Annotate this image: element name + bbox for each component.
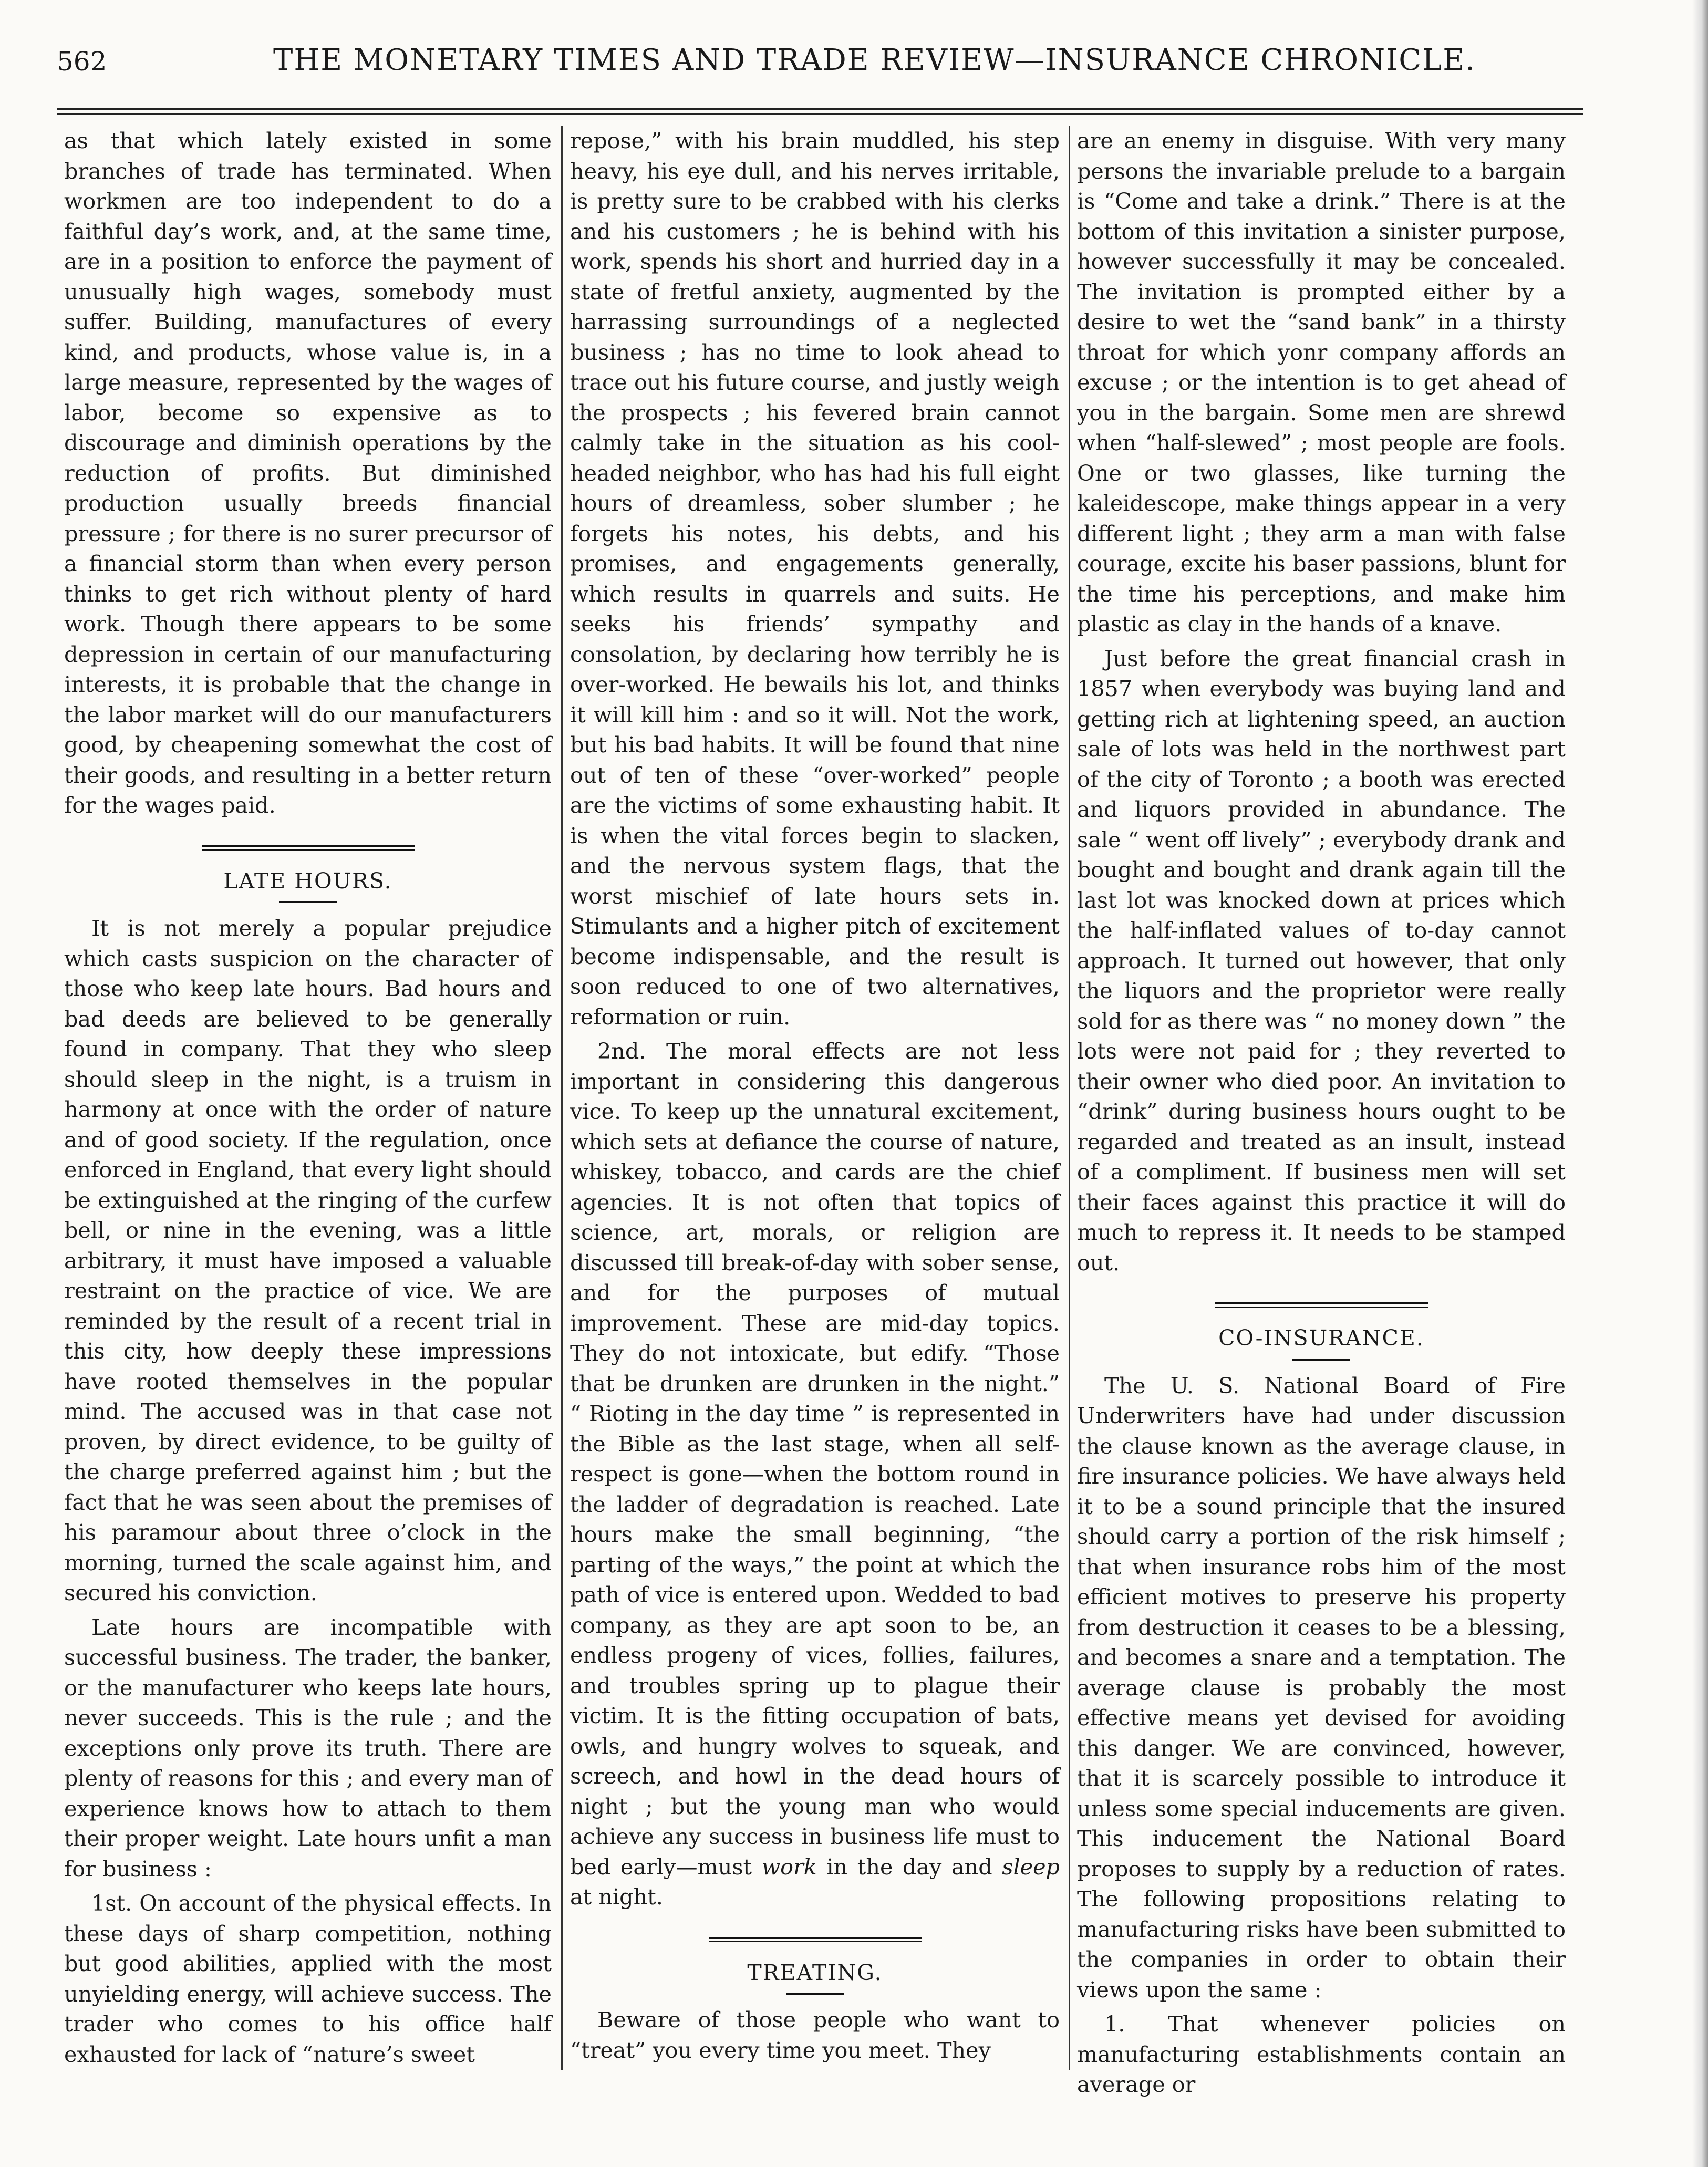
column-3 (1077, 126, 1566, 2100)
column-1 (64, 126, 552, 2070)
italic-word-sleep: sleep (1002, 1854, 1060, 1880)
section-heading-late-hours: LATE HOURS. (223, 868, 392, 894)
article-paragraph: Beware of those people who want to “treat” you every time you meet. They (570, 2007, 1060, 2063)
article-paragraph: The U. S. National Board of Fire Underwriters have had under discussion the clause known as the average clause, in fire insurance policies. We have always held it to be a sound principle that the insured should carry a portion of the risk himself ; that when insurance robs him of the most efficient motives to preserve his property from destruction it ceases to be a blessing, and becomes a snare and a temptation. The average clause is probably the most effective means yet devised for avoiding this danger. We are convinced, however, that it is scarcely possible to introduce it unless some special inducements are given. This inducement the National Board proposes to supply by a reduction of rates. The following propositions relating to manufacturing risks have been submitted to the companies in order to obtain their views upon the same : (1077, 1373, 1566, 2003)
page-edge-shadow (1692, 0, 1708, 2167)
article-paragraph: 1. That whenever policies on manufacturing establishments contain an average or (1077, 2012, 1566, 2097)
section-ornament-rule (202, 845, 415, 851)
article-paragraph: Just before the great financial crash in 1857 when everybody was buying land and getting rich at lightening speed, an auction sale of lots was held in the northwest part of the city of Toronto ; a booth was erected and liquors provided in abundance. The sale “ went off lively” ; everybody drank and bought and bought and drank again till the last lot was knocked down at prices which the half-inflated values of to-day cannot approach. It turned out however, that only the liquors and the proprietor were really sold for as there was “ no money down ” the lots were not paid for ; they reverted to their owner who died poor. An invitation to “drink” during business hours ought to be regarded and treated as an insult, instead of a compliment. If business men will set their faces against this practice it will do much to repress it. It needs to be stamped out. (1077, 646, 1566, 1276)
paragraph-text: in the day and (816, 1854, 1002, 1880)
column-divider (1069, 126, 1070, 2070)
paragraph-text: at night. (570, 1884, 663, 1910)
article-paragraph: 1st. On account of the physical effects. In these days of sharp competition, nothing but good abilities, applied with the most unyielding energy, will achieve success. The trader who comes to his office half exhausted for lack of “nature’s sweet (64, 1891, 552, 2067)
column-divider (561, 126, 563, 2070)
header-rule (57, 108, 1583, 110)
italic-word-work: work (761, 1854, 817, 1880)
article-paragraph: Late hours are incompatible with successful business. The trader, the banker, or the manufacturer who keeps late hours, never succeeds. This is the rule ; and the exceptions only prove its truth. There are plenty of reasons for this ; and every man of experience knows how to attach to them their proper weight. Late hours unfit a man for business : (64, 1614, 552, 1882)
paragraph-text: 2nd. The moral effects are not less important in considering this dangerous vice. To keep up the unnatural excitement, which sets at defiance the course of nature, whiskey, tobacco, and cards are the chief agencies. It is not often that topics of science, art, morals, or religion are discussed till break-of-day with sober sense, and for the purposes of mutual improvement. These are mid-day topics. They do not intoxicate, but edify. “Those that be drunken are drunken in the night.” “ Rioting in the day time ” is represented in the Bible as the last stage, when all self-respect is gone—when the bottom round in the ladder of degradation is reached. Late hours make the small beginning, “the parting of the ways,” the point at which the path of vice is entered upon. Wedded to bad company, as they are apt soon to be, an endless progeny of vices, follies, failures, and troubles spring up to plague their victim. It is the fitting occupation of bats, owls, and hungry wolves to squeak, and screech, and howl in the dead hours of night ; but the young man who would achieve any success in business life must to bed early—must (570, 1039, 1060, 1880)
page-number: 562 (57, 46, 107, 77)
article-paragraph: are an enemy in disguise. With very many persons the invariable prelude to a bargain is “Come and take a drink.” There is at the bottom of this invitation a sinister purpose, however successfully it may be concealed. The invitation is prompted either by a desire to wet the “sand bank” in a thirsty throat for which yonr company affords an excuse ; or the intention is to get ahead of you in the bargain. Some men are shrewd when “half-slewed” ; most people are fools. One or two glasses, like turning the kaleidescope, make things appear in a very different light ; they arm a man with false courage, excite his baser passions, blunt for the time his perceptions, and make him plastic as clay in the hands of a knave. (1077, 128, 1566, 637)
section-heading-co-insurance: CO-INSURANCE. (1218, 1325, 1424, 1351)
article-paragraph (570, 1036, 1060, 1913)
article-paragraph: It is not merely a popular prejudice which casts suspicion on the character of those who keep late hours. Bad hours and bad deeds are believed to be generally found in company. That they who sleep should sleep in the night, is a truism in harmony at once with the order of nature and of good society. If the regulation, once enforced in England, that every light should be extinguished at the ringing of the curfew bell, or nine in the evening, was a little arbitrary, it must have imposed a valuable restraint on the practice of vice. We are reminded by the result of a recent trial in this city, how deeply these impressions have rooted themselves in the popular mind. The accused was in that case not proven, by direct evidence, to be guilty of the charge preferred against him ; but the fact that he was seen about the premises of his paramour about three o’clock in the morning, turned the scale against him, and secured his conviction. (64, 916, 552, 1605)
article-paragraph: as that which lately existed in some branches of trade has terminated. When workmen are too independent to do a faithful day’s work, and, at the same time, are in a position to enforce the payment of unusually high wages, somebody must suffer. Building, manufactures of every kind, and products, whose value is, in a large measure, represented by the wages of labor, become so expensive as to discourage and diminish operations by the reduction of profits. But diminished production usually breeds financial pressure ; for there is no surer precursor of a financial storm than when every person thinks to get rich without plenty of hard work. Though there appears to be some depression in certain of our manufacturing interests, it is probable that the change in the labor market will do our manufacturers good, by cheapening somewhat the cost of their goods, and resulting in a better return for the wages paid. (64, 128, 552, 818)
section-heading-treating: TREATING. (747, 1959, 883, 1985)
running-head: THE MONETARY TIMES AND TRADE REVIEW—INSURANCE CHRONICLE. (273, 43, 1476, 77)
section-short-rule (279, 901, 337, 903)
section-ornament-rule (1215, 1302, 1428, 1308)
section-short-rule (1292, 1359, 1350, 1361)
section-short-rule (786, 1993, 844, 1995)
section-ornament-rule (709, 1937, 922, 1942)
article-paragraph: repose,” with his brain muddled, his step heavy, his eye dull, and his nerves irritable, is pretty sure to be crabbed with his clerks and his customers ; he is behind with his work, spends his short and hurried day in a state of fretful anxiety, augmented by the harrassing surroundings of a neglected business ; has no time to look ahead to trace out his future course, and justly weigh the prospects ; his fevered brain cannot calmly take in the situation as his cool-headed neighbor, who has had his full eight hours of dreamless, sober slumber ; he forgets his notes, his debts, and his promises, and engagements generally, which results in quarrels and suits. He seeks his friends’ sympathy and consolation, by declaring how terribly he is over-worked. He bewails his lot, and thinks it will kill him : and so it will. Not the work, but his bad habits. It will be found that nine out of ten of these “over-worked” people are the victims of some exhausting habit. It is when the vital forces begin to slacken, and the nervous system flags, that the worst mischief of late hours sets in. Stimulants and a higher pitch of excitement become indispensable, and the result is soon reduced to one of two alternatives, reformation or ruin. (570, 128, 1060, 1030)
header-rule-thin (57, 113, 1583, 115)
column-2 (570, 126, 1060, 2066)
